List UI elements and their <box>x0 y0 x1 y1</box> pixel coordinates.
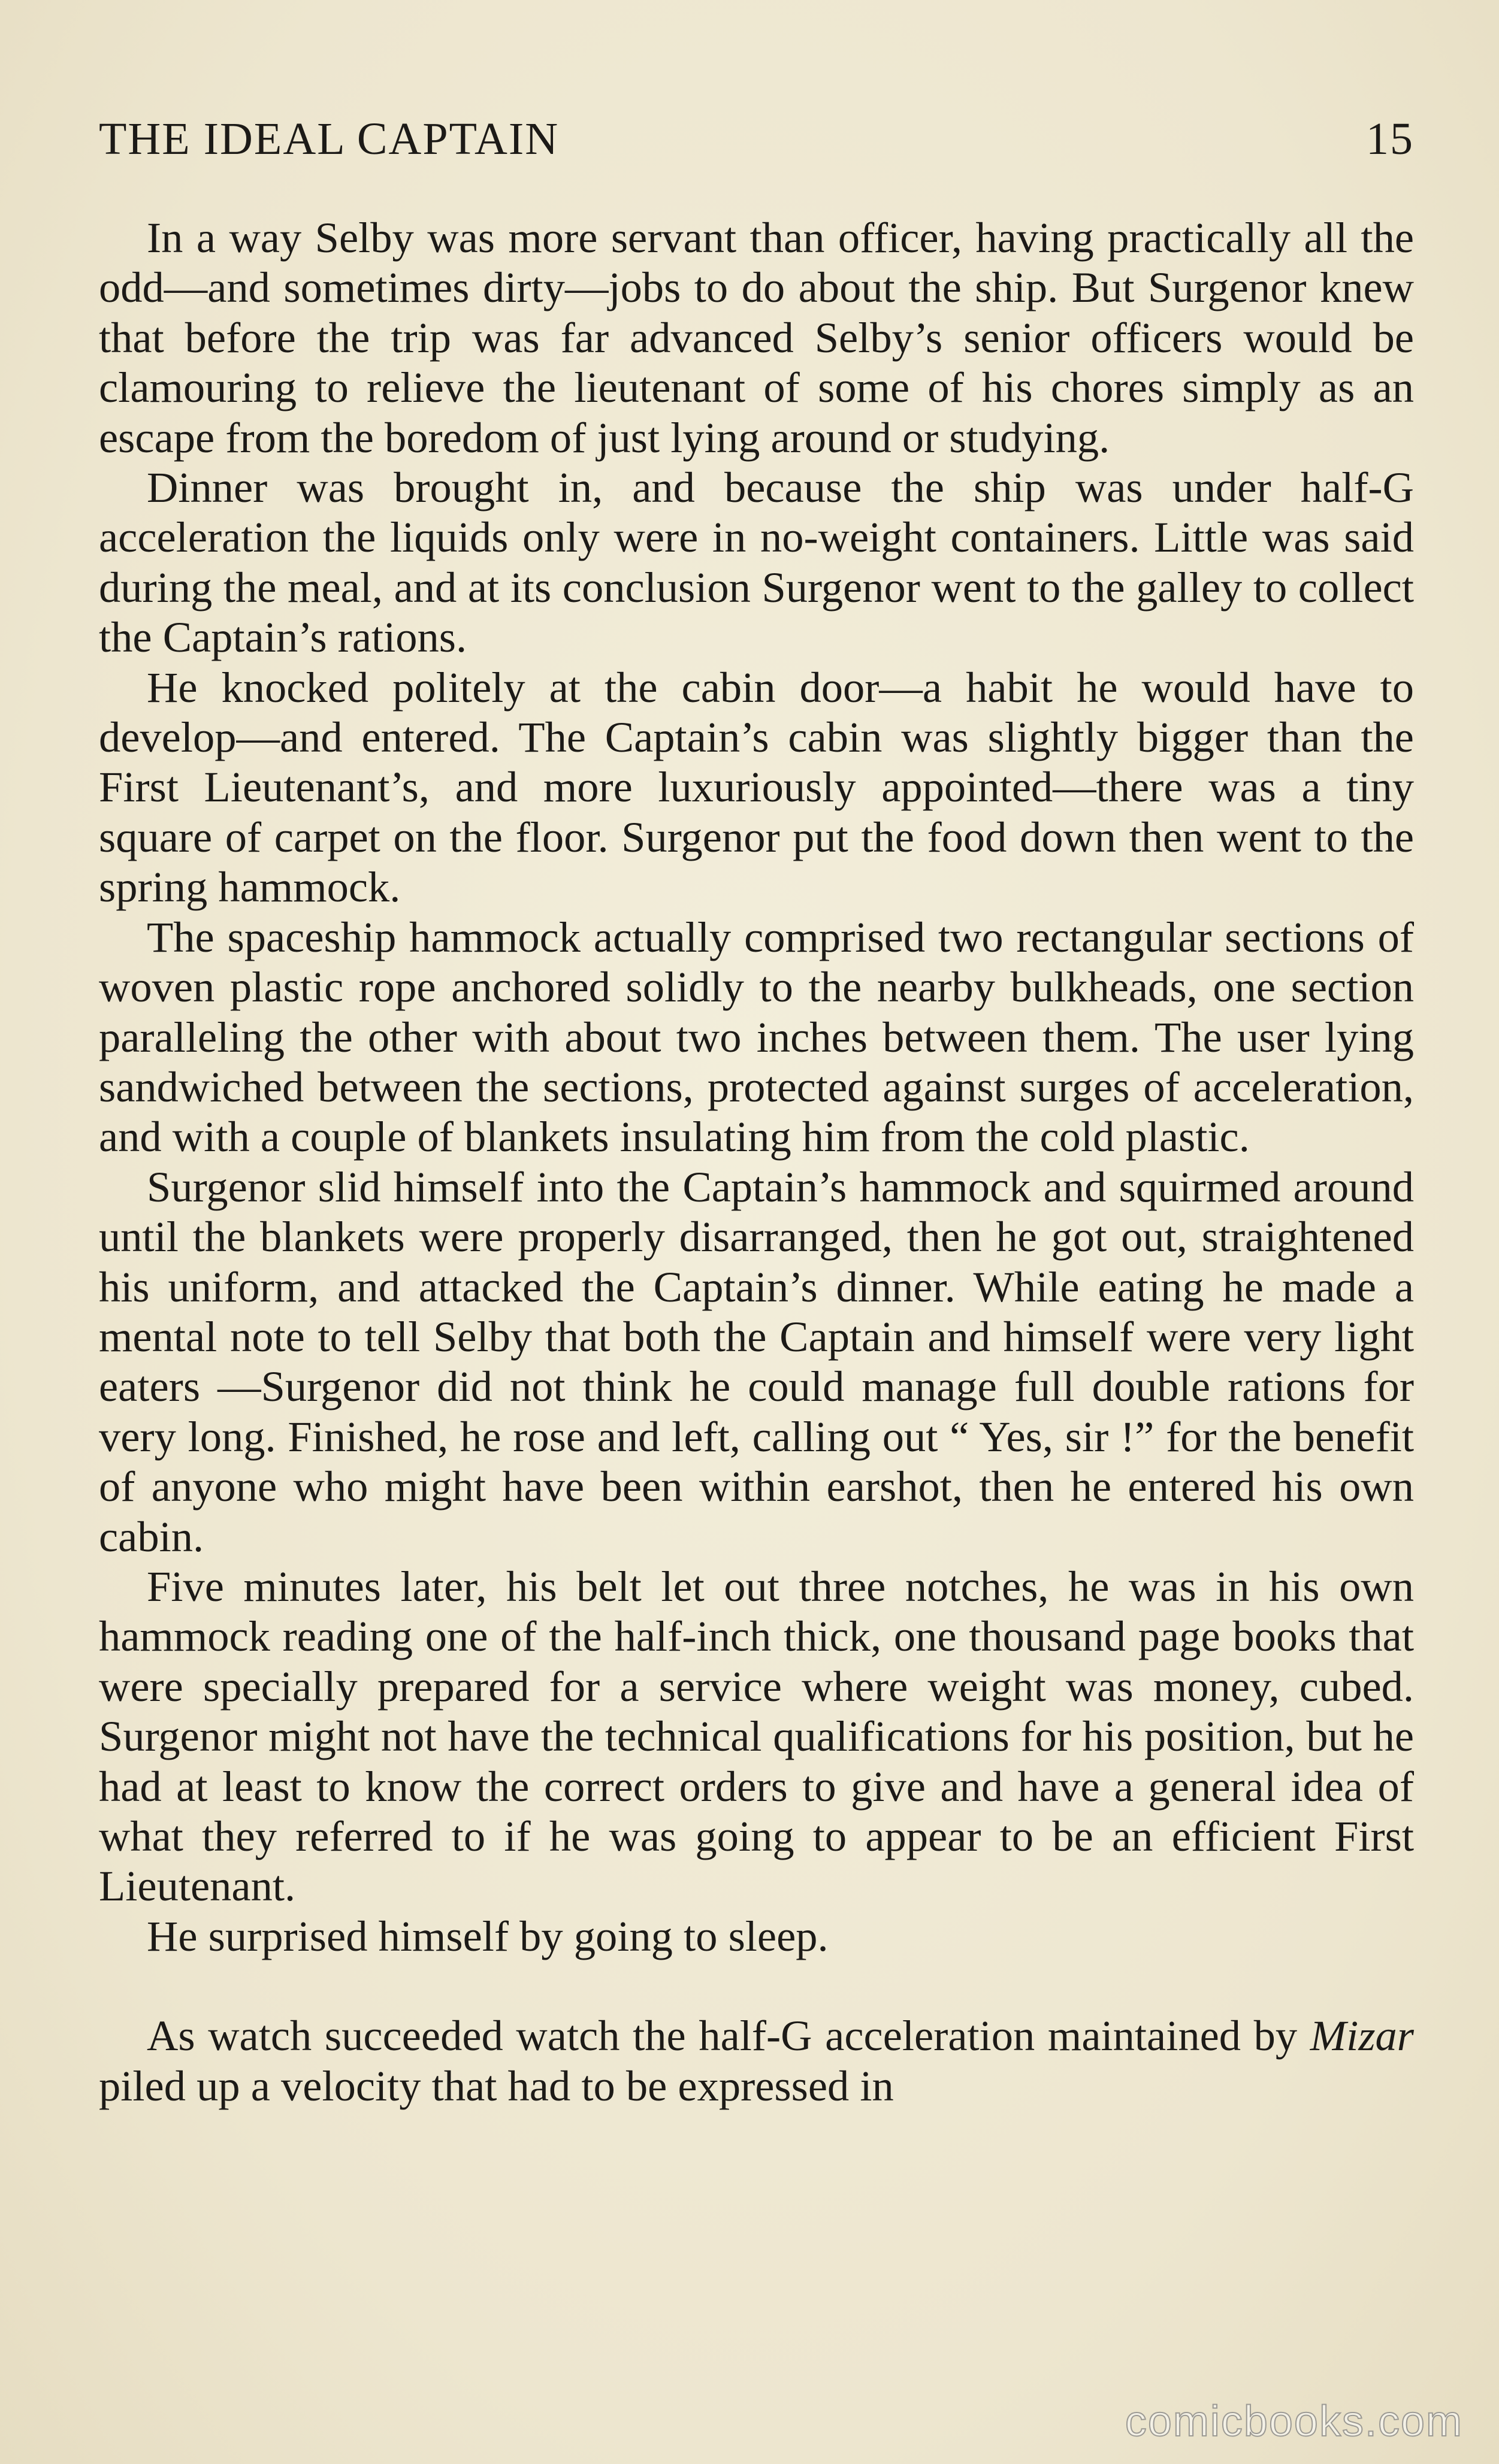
paragraph: Surgenor slid himself into the Captain’s hammock and squirmed around until the blankets were properly disarranged, then he got out, straightened his uniform, and attacked the Captain’s dinner. While eating he made a mental note to tell Selby that both the Captain and himself were very light eaters —Surgenor did not think he could manage full double rations for very long. Finished, he rose and left, calling out “ Yes, sir !” for the benefit of anyone who might have been within earshot, then he entered his own cabin. <box>99 1162 1414 1561</box>
paragraph: Five minutes later, his belt let out three notches, he was in his own hammock reading one of the half-inch thick, one thousand page books that were specially prepared for a service where weight was money, cubed. Surgenor might not have the technical qualifications for his position, but he had at least to know the correct orders to give and have a general idea of what they referred to if he was going to appear to be an efficient First Lieutenant. <box>99 1561 1414 1911</box>
paragraph: In a way Selby was more servant than officer, having practically all the odd—and sometimes dirty—jobs to do about the ship. But Surgenor knew that before the trip was far advanced Selby’s senior officers would be clamouring to relieve the lieutenant of some of his chores simply as an escape from the boredom of just lying around or studying. <box>99 213 1414 462</box>
body-text <box>99 213 1414 2111</box>
paragraph: He surprised himself by going to sleep. <box>147 1911 829 1960</box>
running-head <box>99 109 1414 169</box>
paragraph: He knocked politely at the cabin door—a habit he would have to develop—and entered. The Captain’s cabin was slightly bigger than the First Lieutenant’s, and more luxuriously appointed—there was a tiny square of carpet on the floor. Surgenor put the food down then went to the spring hammock. <box>99 662 1414 912</box>
paragraph-text: As watch succeeded watch the half-G acceleration maintained by <box>147 2011 1310 2060</box>
ship-name: Mizar <box>1310 2011 1414 2060</box>
paragraph: The spaceship hammock actually comprised two rectangular sections of woven plastic rope anchored solidly to the nearby bulkheads, one section paralleling the other with about two inches between them. The user lying sandwiched between the sections, protected against surges of acceleration, and with a couple of blankets insulating him from the cold plastic. <box>99 912 1414 1161</box>
page-number: 15 <box>1366 114 1414 164</box>
paragraph-text: piled up a velocity that had to be expressed in <box>99 2061 894 2110</box>
section-start-paragraph <box>99 2011 1414 2111</box>
paragraph: Dinner was brought in, and because the ship was under half-G acceleration the liquids only were in no-weight containers. Little was said during the meal, and at its conclusion Surgenor went to the galley to collect the Captain’s rations. <box>99 463 1414 662</box>
running-title: THE IDEAL CAPTAIN <box>99 114 560 164</box>
watermark: comicbooks.com <box>1125 2398 1463 2445</box>
